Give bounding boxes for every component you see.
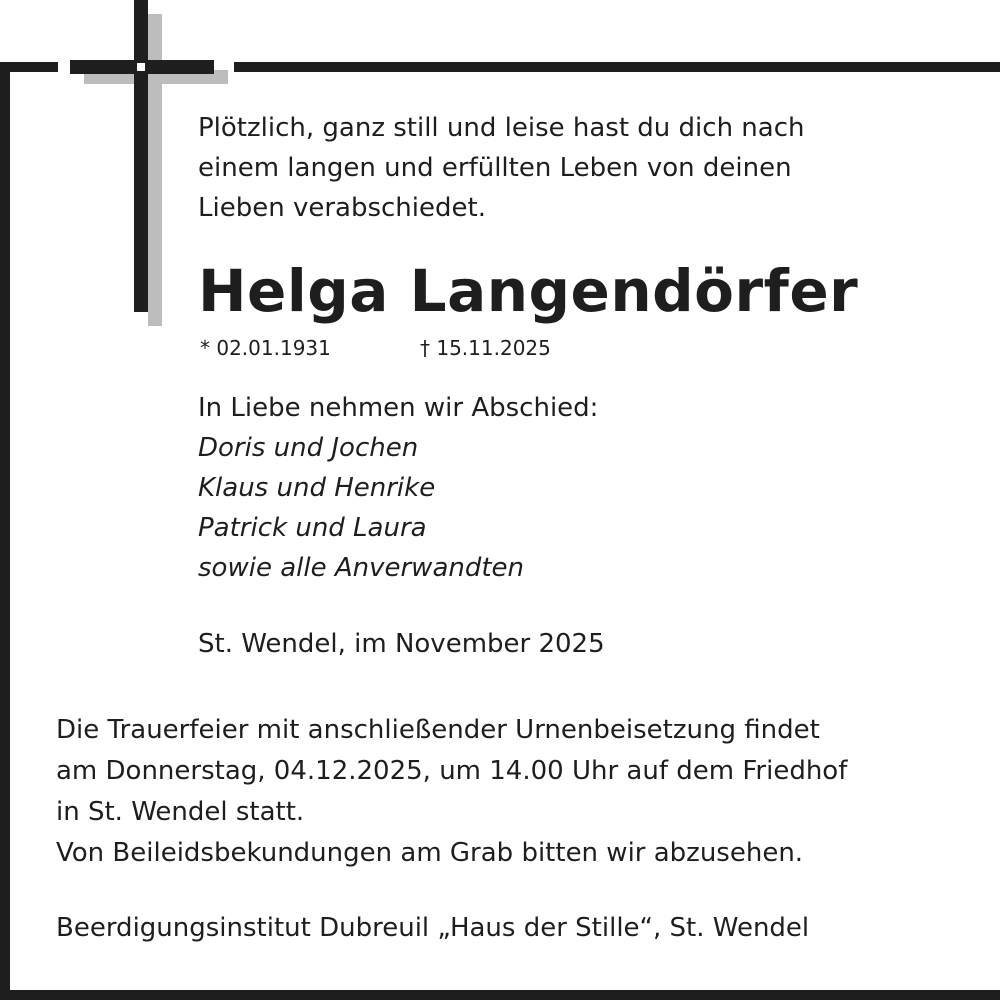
mourners-heading: In Liebe nehmen wir Abschied: (198, 393, 599, 423)
intro-line: einem langen und erfüllten Leben von deinen (198, 153, 792, 183)
undertaker-line: Beerdigungsinstitut Dubreuil „Haus der Stille“, St. Wendel (56, 913, 810, 943)
mourner-name: Patrick und Laura (198, 513, 427, 543)
intro-line: Plötzlich, ganz still und leise hast du dich nach (198, 113, 805, 143)
service-line: am Donnerstag, 04.12.2025, um 14.00 Uhr auf dem Friedhof (56, 756, 848, 786)
service-line: in St. Wendel statt. (56, 797, 305, 827)
service-line: Von Beileidsbekundungen am Grab bitten wir abzusehen. (56, 838, 804, 868)
mourner-name: Klaus und Henrike (198, 473, 436, 503)
mourner-name: sowie alle Anverwandten (198, 553, 525, 583)
birth-date: * 02.01.1931 (200, 336, 331, 360)
intro-text (198, 108, 805, 228)
mourner-name: Doris und Jochen (198, 433, 419, 463)
service-info (56, 710, 847, 874)
mourners-block (198, 388, 598, 588)
place-date: St. Wendel, im November 2025 (198, 629, 605, 659)
deceased-name: Helga Langendörfer (198, 257, 859, 325)
intro-line: Lieben verabschiedet. (198, 193, 486, 223)
death-date: † 15.11.2025 (420, 336, 551, 360)
service-line: Die Trauerfeier mit anschließender Urnenbeisetzung findet (56, 715, 820, 745)
